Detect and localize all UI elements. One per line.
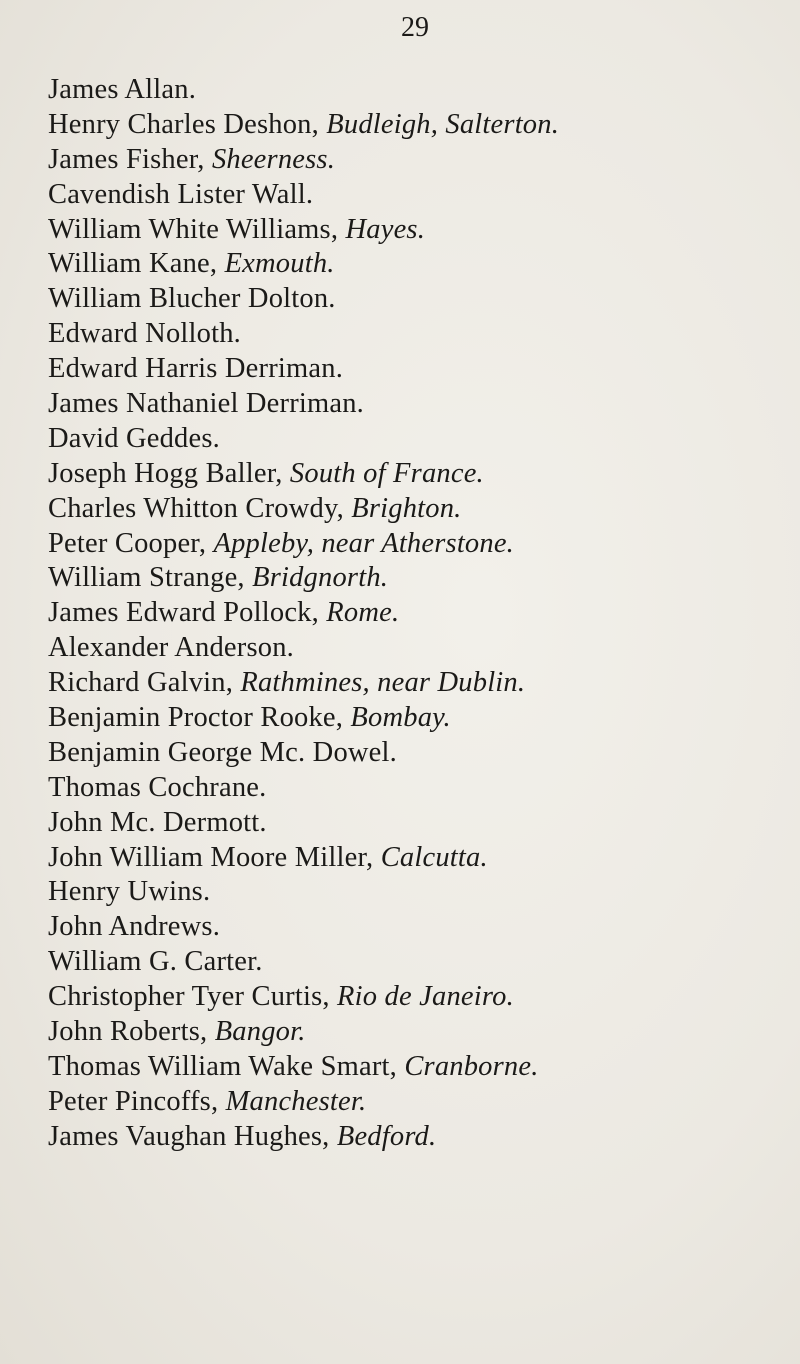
member-name: William White Williams, bbox=[48, 213, 346, 245]
member-name: Thomas Cochrane. bbox=[48, 771, 267, 803]
member-name: Peter Pincoffs, bbox=[48, 1085, 226, 1117]
page-number: 29 bbox=[401, 12, 429, 43]
member-place: Bombay. bbox=[350, 702, 451, 734]
member-name: Richard Galvin, bbox=[48, 667, 241, 699]
member-name: James Fisher, bbox=[48, 143, 212, 175]
member-name: James Allan. bbox=[48, 74, 197, 105]
member-name: William G. Carter. bbox=[48, 946, 263, 978]
list-item bbox=[48, 1085, 793, 1120]
member-name: James Nathaniel Derriman. bbox=[48, 388, 365, 420]
list-item bbox=[48, 457, 793, 492]
member-name: Edward Harris Derriman. bbox=[48, 353, 344, 385]
list-item bbox=[48, 143, 793, 178]
member-name: William Kane, bbox=[48, 248, 225, 280]
list-item bbox=[48, 73, 793, 108]
list-item bbox=[48, 282, 793, 317]
list-item bbox=[48, 910, 793, 945]
member-place: Rathmines, near Dublin. bbox=[240, 667, 526, 699]
member-name: Christopher Tyer Curtis, bbox=[48, 981, 338, 1013]
member-name: Thomas William Wake Smart, bbox=[48, 1050, 405, 1082]
list-item bbox=[48, 596, 793, 631]
member-name: James Vaughan Hughes, bbox=[48, 1120, 337, 1152]
list-item bbox=[48, 352, 793, 387]
member-place: Budleigh, Salterton. bbox=[326, 108, 560, 140]
member-name: James Edward Pollock, bbox=[48, 597, 327, 629]
member-name: Peter Cooper, bbox=[48, 527, 214, 559]
list-item bbox=[48, 980, 793, 1015]
member-name: John William Moore Miller, bbox=[48, 841, 381, 873]
list-item bbox=[48, 492, 793, 527]
list-item bbox=[48, 875, 793, 910]
member-name: William Strange, bbox=[48, 562, 253, 594]
list-item bbox=[48, 247, 793, 282]
member-place: South of France. bbox=[289, 457, 484, 489]
list-item bbox=[48, 422, 793, 457]
list-item bbox=[48, 561, 793, 596]
list-item bbox=[48, 317, 793, 352]
member-name: John Mc. Dermott. bbox=[48, 806, 267, 838]
member-name: Henry Charles Deshon, bbox=[48, 108, 327, 140]
member-name: John Andrews. bbox=[48, 911, 221, 943]
list-item bbox=[48, 213, 793, 248]
list-item bbox=[48, 178, 793, 213]
member-place: Bangor. bbox=[214, 1016, 306, 1048]
member-place: Hayes. bbox=[345, 213, 426, 245]
member-name: David Geddes. bbox=[48, 422, 220, 454]
member-name: Benjamin Proctor Rooke, bbox=[48, 702, 351, 734]
member-place: Bridgnorth. bbox=[252, 562, 389, 594]
member-name: John Roberts, bbox=[48, 1016, 215, 1048]
member-place: Bedford. bbox=[336, 1120, 437, 1152]
list-item bbox=[48, 841, 793, 876]
list-item bbox=[48, 806, 793, 841]
list-item bbox=[48, 108, 793, 143]
member-place: Appleby, near Atherstone. bbox=[213, 527, 515, 559]
list-item bbox=[48, 387, 793, 422]
member-name: Henry Uwins. bbox=[48, 876, 211, 908]
member-place: Sheerness. bbox=[211, 143, 336, 175]
member-name: Charles Whitton Crowdy, bbox=[48, 492, 352, 524]
member-name: Edward Nolloth. bbox=[48, 318, 241, 350]
member-list bbox=[48, 73, 793, 1155]
list-item bbox=[48, 945, 793, 980]
member-place: Calcutta. bbox=[380, 841, 488, 873]
list-item bbox=[48, 631, 793, 666]
member-place: Rome. bbox=[326, 597, 400, 629]
list-item bbox=[48, 527, 793, 562]
member-name: Benjamin George Mc. Dowel. bbox=[48, 736, 397, 768]
list-item bbox=[48, 771, 793, 806]
member-name: Joseph Hogg Baller, bbox=[48, 457, 290, 489]
list-item bbox=[48, 666, 793, 701]
member-place: Rio de Janeiro. bbox=[337, 981, 514, 1013]
list-item bbox=[48, 1120, 793, 1155]
list-item bbox=[48, 736, 793, 771]
member-name: William Blucher Dolton. bbox=[48, 283, 336, 315]
member-name: Cavendish Lister Wall. bbox=[48, 178, 314, 210]
list-item bbox=[48, 1050, 793, 1085]
list-item bbox=[48, 1015, 793, 1050]
member-place: Exmouth. bbox=[224, 248, 335, 280]
member-place: Manchester. bbox=[225, 1085, 367, 1117]
member-place: Brighton. bbox=[351, 492, 462, 524]
list-item bbox=[48, 701, 793, 736]
member-name: Alexander Anderson. bbox=[48, 632, 294, 664]
member-place: Cranborne. bbox=[404, 1050, 539, 1082]
